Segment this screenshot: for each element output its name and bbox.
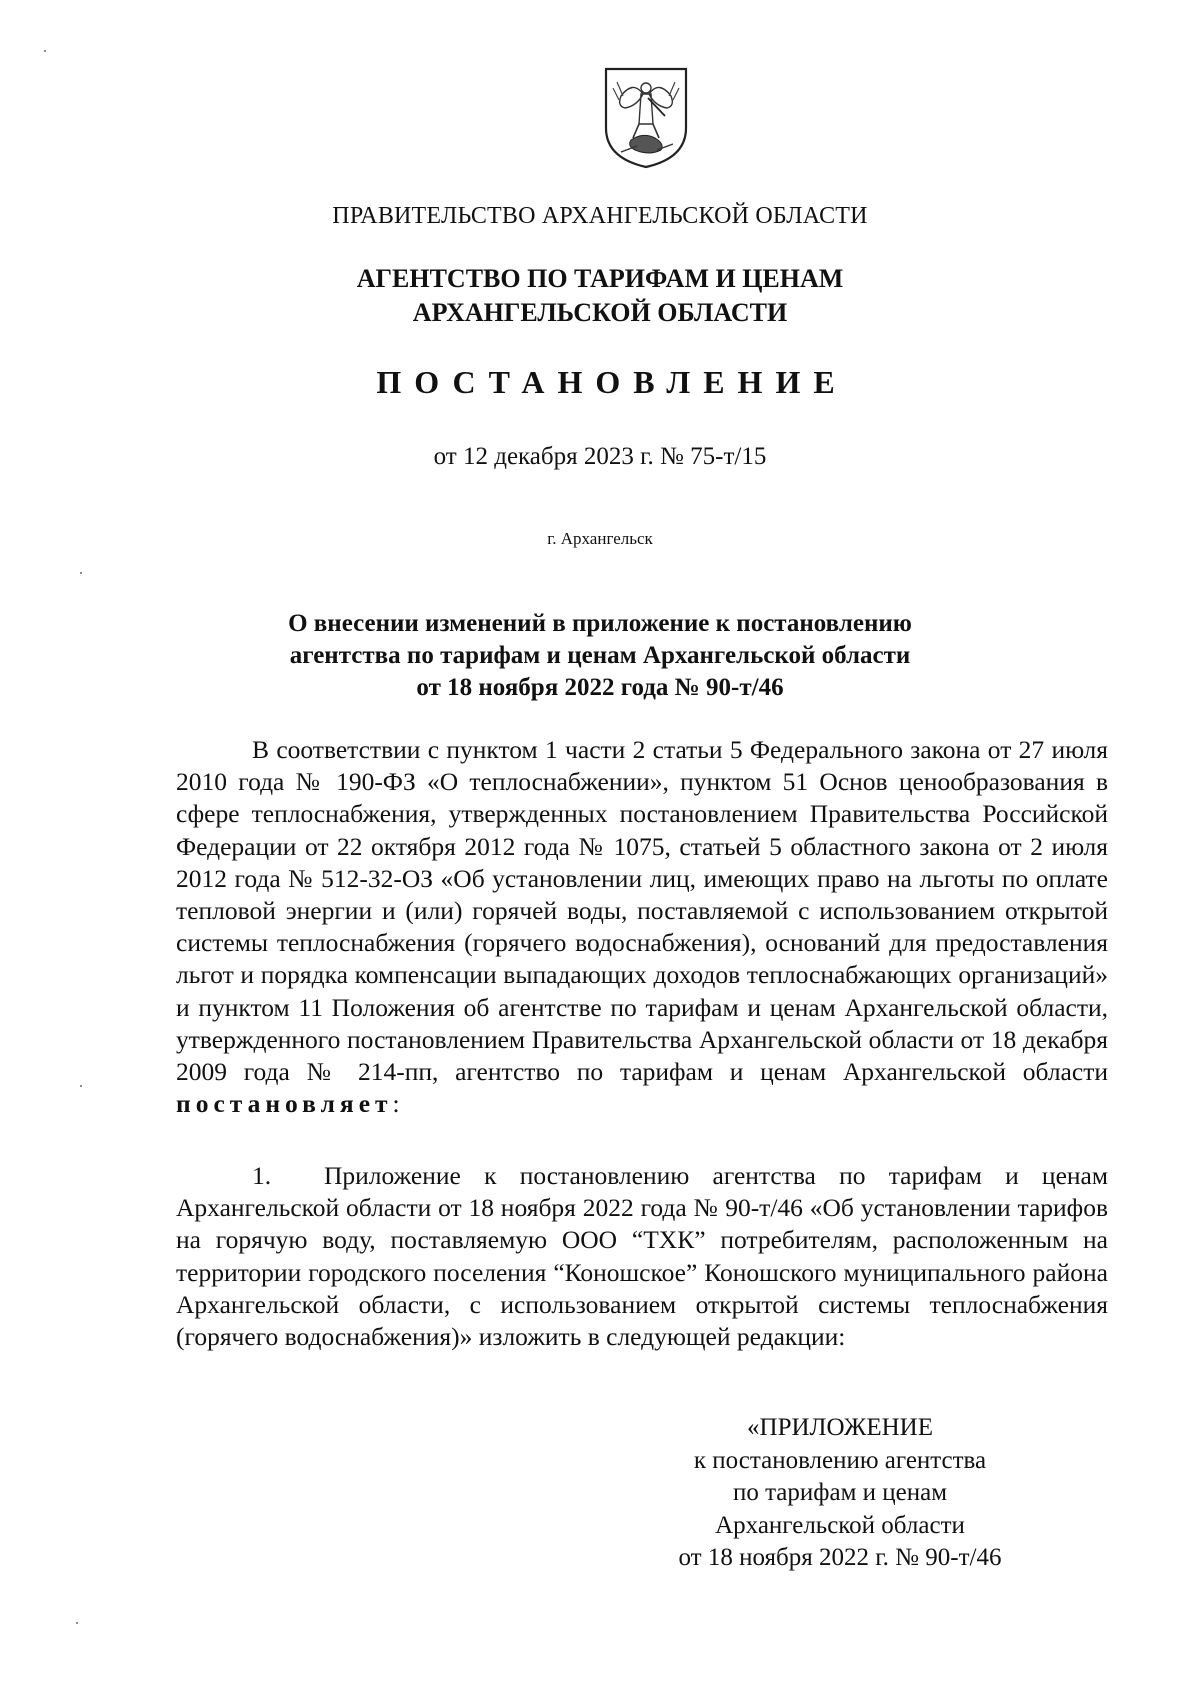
scan-speck bbox=[80, 1085, 82, 1087]
scan-speck bbox=[80, 572, 82, 574]
item-1-paragraph bbox=[176, 1160, 1108, 1353]
agency-name bbox=[0, 262, 1200, 330]
document-date-number: от 12 декабря 2023 г. № 75-т/15 bbox=[433, 443, 767, 470]
appendix-line3: по тарифам и ценам bbox=[732, 1479, 948, 1506]
appendix-line2: к постановлению агентства bbox=[693, 1446, 987, 1474]
appendix-line1: «ПРИЛОЖЕНИЕ bbox=[747, 1414, 933, 1441]
agency-name-line2: АРХАНГЕЛЬСКОЙ ОБЛАСТИ bbox=[412, 298, 788, 327]
item-1-number: 1. bbox=[252, 1161, 272, 1190]
scan-speck bbox=[44, 50, 46, 52]
document-city: г. Архангельск bbox=[547, 529, 653, 548]
subject-line2: агентства по тарифам и ценам Архангельской области bbox=[289, 642, 911, 669]
coat-of-arms-icon bbox=[603, 66, 689, 170]
preamble-end: : bbox=[392, 1089, 400, 1119]
subject-line1: О внесении изменений в приложение к постановлению bbox=[288, 610, 912, 637]
document-type-title: ПОСТАНОВЛЕНИЕ bbox=[376, 364, 848, 400]
decree-word: постановляет bbox=[176, 1089, 393, 1119]
agency-name-line1: АГЕНТСТВО ПО ТАРИФАМ И ЦЕНАМ bbox=[356, 264, 844, 293]
appendix-header bbox=[650, 1412, 1030, 1575]
preamble-paragraph bbox=[176, 734, 1108, 1120]
item-1-text: Приложение к постановлению агентства по тарифам и ценам Архангельской области от 18 ноября 2022 года № 90-т/46 «Об установлении тарифов на горячую воду, поставляемую ООО “ТХК” потребителям, расположенным на территории городского поселения “Коношское” Коношского муниципального района Архангельской области, с использованием открытой системы теплоснабжения (горячего водоснабжения)» изложить в следующей редакции: bbox=[176, 1161, 1108, 1352]
government-name: ПРАВИТЕЛЬСТВО АРХАНГЕЛЬСКОЙ ОБЛАСТИ bbox=[332, 203, 868, 229]
document-subject bbox=[0, 608, 1200, 704]
appendix-line4: Архангельской области bbox=[715, 1511, 965, 1539]
appendix-line5: от 18 ноября 2022 г. № 90-т/46 bbox=[678, 1544, 1002, 1571]
preamble-text: В соответствии с пунктом 1 части 2 статьи 5 Федерального закона от 27 июля 2010 года № 190-ФЗ «О теплоснабжении», пунктом 51 Основ ценообразования в сфере теплоснабжения, утвержденных постановлением Правительства Российской Федерации от 22 октября 2012 года № 1075, статьей 5 областного закона от 2 июля 2012 года № 512-32-ОЗ «Об установлении лиц, имеющих право на льготы по оплате тепловой энергии и (или) горячей воды, поставляемой с использованием открытой системы теплоснабжения (горячего водоснабжения), оснований для предоставления льгот и порядка компенсации выпадающих доходов теплоснабжающих организаций» и пунктом 11 Положения об агентстве по тарифам и ценам Архангельской области, утвержденного постановлением Правительства Архангельской области от 18 декабря 2009 года № 214-пп, агентство по тарифам и ценам Архангельской области bbox=[176, 735, 1108, 1087]
scan-speck bbox=[76, 1622, 78, 1624]
subject-line3: от 18 ноября 2022 года № 90-т/46 bbox=[416, 674, 784, 701]
